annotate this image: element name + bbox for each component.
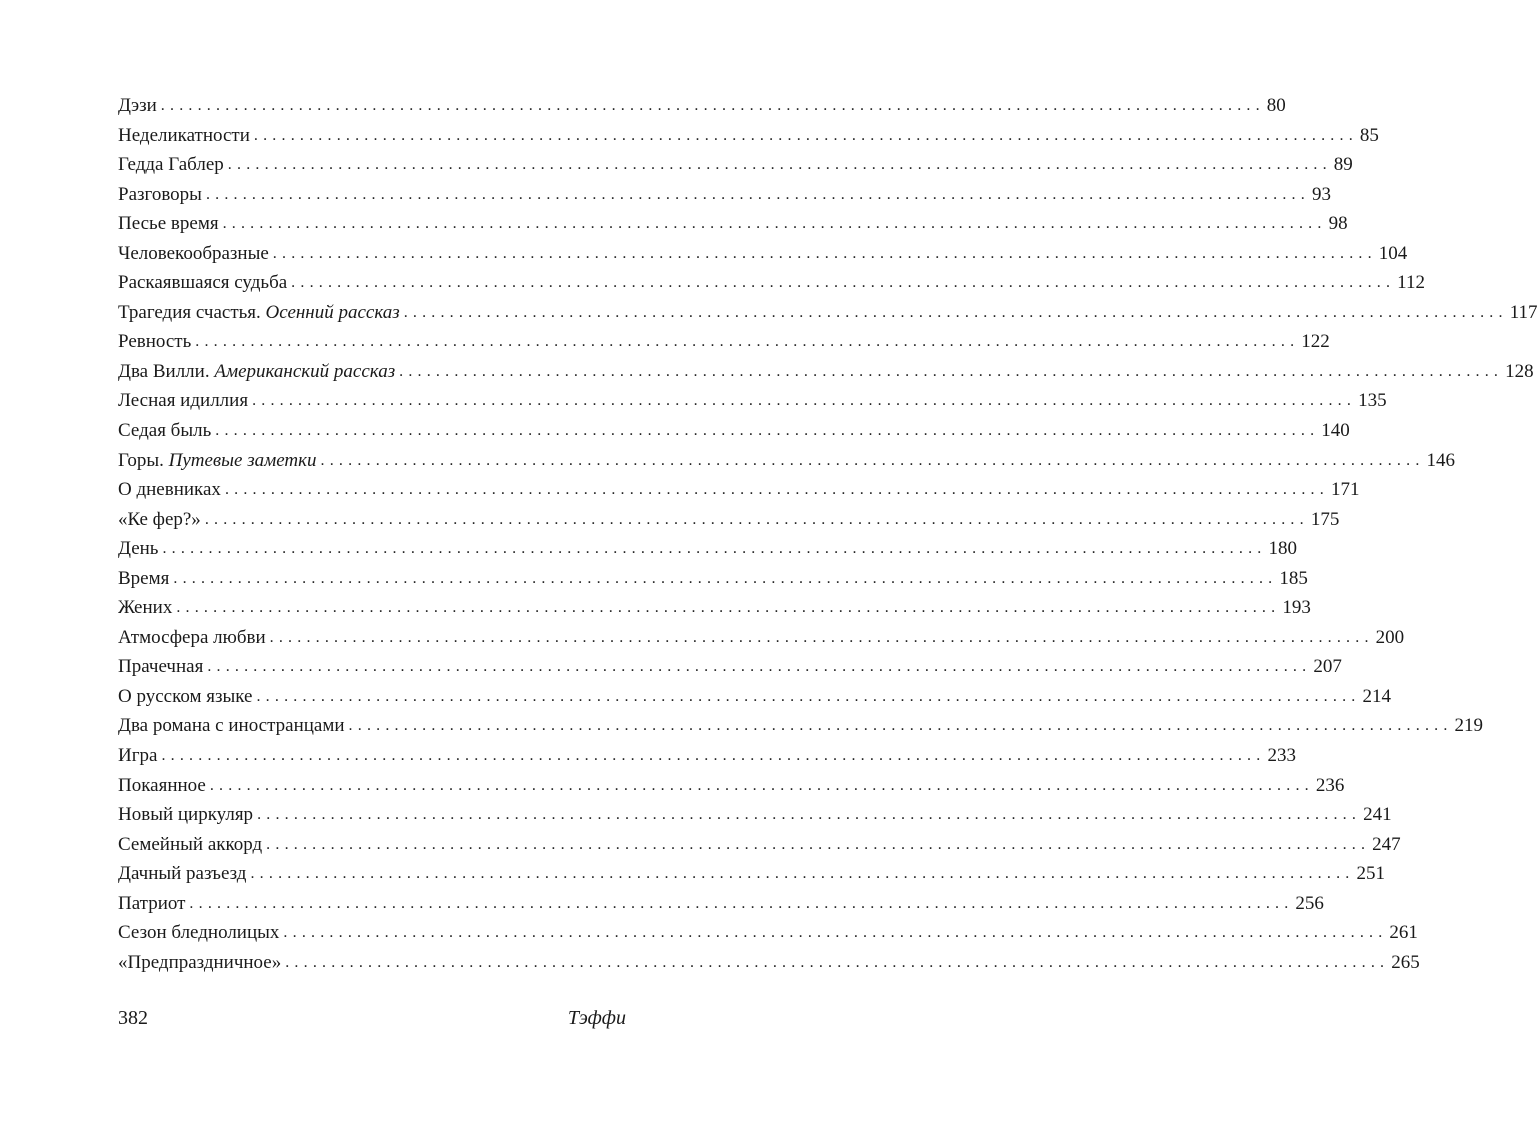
- toc-entry: [118, 859, 1385, 889]
- toc-entry-title: О русском языке: [118, 685, 253, 707]
- toc-entry-title: Гедда Габлер: [118, 154, 224, 176]
- toc-entry-title: «Предпраздничное»: [118, 951, 282, 973]
- toc-entry-title: Горы. Путевые заметки: [118, 449, 317, 471]
- dot-leader: ........................................................................................................................: [250, 865, 1355, 883]
- toc-entry-page: 241: [1363, 804, 1392, 826]
- toc-entry-page: 219: [1454, 715, 1484, 737]
- toc-entry-title: Раскаявшаяся судьба: [118, 272, 288, 294]
- toc-entry-page: 256: [1295, 892, 1324, 914]
- toc-entry-title: Патриот: [118, 892, 186, 914]
- page-number: 382: [118, 1007, 148, 1029]
- dot-leader: ........................................................................................................................: [204, 510, 1309, 528]
- toc-entry-title: Атмосфера любви: [118, 626, 266, 648]
- dot-leader: ........................................................................................................................: [160, 97, 1265, 114]
- toc-entry: [118, 564, 1308, 594]
- toc-entry: [118, 327, 1330, 357]
- toc-entry-page: 261: [1389, 922, 1418, 944]
- dot-leader: ........................................................................................................................: [285, 953, 1390, 971]
- toc-entry: [118, 534, 1297, 564]
- toc-entry-title: День: [118, 538, 159, 560]
- toc-entry-title: «Ке фер?»: [118, 508, 201, 530]
- toc-entry: [118, 771, 1345, 801]
- dot-leader: ........................................................................................................................: [266, 835, 1371, 853]
- dot-leader: ........................................................................................................................: [253, 126, 1358, 144]
- toc-entry: [118, 505, 1340, 535]
- toc-entry: [118, 682, 1391, 712]
- toc-entry-page: 180: [1268, 538, 1297, 560]
- toc-entry-page: 140: [1321, 420, 1350, 442]
- dot-leader: ........................................................................................................................: [205, 185, 1310, 203]
- toc-entry-page: 175: [1310, 508, 1340, 530]
- toc-entry-page: 146: [1426, 449, 1456, 471]
- toc-entry-page: 112: [1397, 272, 1425, 294]
- toc-entry: [118, 475, 1360, 505]
- dot-leader: ........................................................................................................................: [291, 274, 1396, 292]
- toc-entry: [118, 357, 1534, 387]
- dot-leader: ........................................................................................................................: [348, 717, 1453, 735]
- toc-entry-page: 122: [1301, 331, 1330, 353]
- toc-entry-page: 85: [1359, 124, 1379, 146]
- toc-entry-title: Песье время: [118, 213, 219, 235]
- dot-leader: ........................................................................................................................: [403, 303, 1508, 321]
- toc-entry-title: Дэзи: [118, 95, 157, 116]
- toc-entry-title: Семейный аккорд: [118, 833, 263, 855]
- toc-entry: [118, 623, 1405, 653]
- toc-entry: [118, 150, 1353, 180]
- toc-entry: [118, 593, 1311, 623]
- dot-leader: ........................................................................................................................: [195, 333, 1300, 351]
- toc-entry-page: 89: [1333, 154, 1353, 176]
- toc-entry: [118, 121, 1379, 151]
- toc-entry-title: Дачный разъезд: [118, 863, 247, 885]
- toc-entry-title: Два Вилли. Американский рассказ: [118, 360, 396, 382]
- dot-leader: ........................................................................................................................: [252, 392, 1357, 410]
- toc-entry-title: Прачечная: [118, 656, 204, 678]
- toc-entry-page: 117: [1509, 301, 1537, 323]
- dot-leader: ........................................................................................................................: [399, 362, 1504, 380]
- toc-entry: [118, 889, 1324, 919]
- toc-entry: [118, 239, 1408, 269]
- toc-entry-page: 265: [1391, 951, 1420, 973]
- table-of-contents: [118, 91, 1537, 977]
- toc-entry-title: Игра: [118, 745, 158, 767]
- toc-entry-page: 128: [1505, 360, 1534, 382]
- toc-entry: [118, 711, 1484, 741]
- toc-entry: [118, 386, 1387, 416]
- toc-entry: [118, 446, 1456, 476]
- toc-entry-title: Седая быль: [118, 420, 212, 442]
- dot-leader: ........................................................................................................................: [272, 244, 1377, 262]
- dot-leader: ........................................................................................................................: [215, 422, 1320, 440]
- dot-leader: ........................................................................................................................: [207, 658, 1312, 676]
- dot-leader: ........................................................................................................................: [162, 540, 1267, 558]
- toc-entry-subtitle: Путевые заметки: [168, 449, 317, 471]
- toc-entry-page: 207: [1313, 656, 1342, 678]
- toc-entry: [118, 416, 1350, 446]
- toc-entry: [118, 268, 1425, 298]
- dot-leader: ........................................................................................................................: [256, 687, 1361, 705]
- toc-entry-page: 104: [1378, 242, 1408, 264]
- dot-leader: ........................................................................................................................: [257, 806, 1362, 824]
- running-footer-author: Тэффи: [567, 1007, 626, 1029]
- toc-entry-title: Трагедия счастья. Осенний рассказ: [118, 301, 400, 323]
- toc-entry-page: 80: [1266, 95, 1286, 116]
- toc-entry-page: 135: [1358, 390, 1387, 412]
- toc-entry: [118, 948, 1420, 978]
- toc-entry-title: Человекообразные: [118, 242, 269, 264]
- toc-entry-page: 236: [1315, 774, 1345, 796]
- dot-leader: ........................................................................................................................: [320, 451, 1425, 469]
- toc-entry-title: Новый циркуляр: [118, 804, 254, 826]
- toc-entry-page: 233: [1267, 745, 1296, 767]
- toc-entry: [118, 91, 1286, 121]
- toc-entry-title: Сезон бледнолицых: [118, 922, 280, 944]
- toc-entry-title: Ревность: [118, 331, 192, 353]
- dot-leader: ........................................................................................................................: [224, 481, 1329, 499]
- toc-entry: [118, 180, 1331, 210]
- toc-entry-page: 185: [1279, 567, 1308, 589]
- toc-entry: [118, 918, 1418, 948]
- toc-entry-page: 251: [1356, 863, 1385, 885]
- dot-leader: ........................................................................................................................: [222, 215, 1327, 233]
- dot-leader: ........................................................................................................................: [173, 569, 1278, 587]
- dot-leader: ........................................................................................................................: [176, 599, 1281, 617]
- toc-entry-page: 200: [1375, 626, 1405, 648]
- dot-leader: ........................................................................................................................: [283, 924, 1388, 942]
- toc-entry-page: 247: [1372, 833, 1401, 855]
- toc-entry: [118, 209, 1348, 239]
- toc-entry-title: Жених: [118, 597, 173, 619]
- dot-leader: ........................................................................................................................: [269, 628, 1374, 646]
- toc-entry-page: 93: [1311, 183, 1331, 205]
- toc-entry-subtitle: Осенний рассказ: [265, 301, 400, 323]
- toc-entry-page: 193: [1282, 597, 1311, 619]
- toc-entry: [118, 800, 1392, 830]
- toc-entry-title: Покаянное: [118, 774, 206, 796]
- toc-entry-title: О дневниках: [118, 479, 221, 501]
- toc-entry: [118, 741, 1296, 771]
- toc-entry-page: 171: [1330, 479, 1360, 501]
- toc-entry-title: Неделикатности: [118, 124, 250, 146]
- toc-entry-title: Время: [118, 567, 170, 589]
- dot-leader: ........................................................................................................................: [189, 894, 1294, 912]
- toc-entry-title: Лесная идиллия: [118, 390, 249, 412]
- toc-entry-page: 98: [1328, 213, 1348, 235]
- toc-entry: [118, 830, 1401, 860]
- toc-entry-page: 214: [1362, 685, 1391, 707]
- toc-entry: [118, 298, 1537, 328]
- toc-entry-title: Два романа с иностранцами: [118, 715, 345, 737]
- toc-entry-title: Разговоры: [118, 183, 202, 205]
- dot-leader: ........................................................................................................................: [227, 156, 1332, 174]
- dot-leader: ........................................................................................................................: [209, 776, 1314, 794]
- toc-entry: [118, 652, 1342, 682]
- dot-leader: ........................................................................................................................: [161, 747, 1266, 765]
- toc-entry-subtitle: Американский рассказ: [214, 360, 396, 382]
